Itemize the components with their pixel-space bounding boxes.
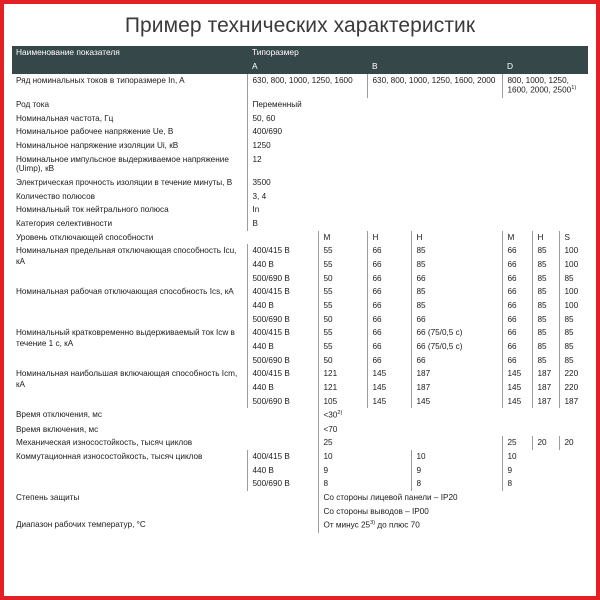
- table-row: [12, 217, 588, 231]
- cell-icw-voltage-1: 440 В: [248, 340, 319, 354]
- cell-icu-voltage-0: 400/415 В: [248, 244, 319, 258]
- cell-ics-2-2: 66: [412, 313, 503, 327]
- cell-icm-voltage-0: 400/415 В: [248, 367, 319, 381]
- cell-ics-2-5: 85: [560, 313, 588, 327]
- cell-icu-0-2: 85: [412, 244, 503, 258]
- cell-icm-voltage-1: 440 В: [248, 381, 319, 395]
- cell-switch-voltage-1: 440 В: [248, 464, 319, 478]
- cell-icu-0-3: 66: [503, 244, 533, 258]
- row-label-current-type: Род тока: [15, 99, 50, 109]
- table-row: [12, 74, 588, 98]
- cell-icm-0-3: 145: [503, 367, 533, 381]
- cell-mech-durability-d-1: 20: [533, 436, 560, 450]
- table-row: [12, 153, 588, 176]
- cell-rated-currents-d: 800, 1000, 1250, 1600, 2000, 2500$^{1)}$: [503, 74, 588, 98]
- cell-icu-voltage-1: 440 В: [248, 258, 319, 272]
- row-label-protection-degree: Степень защиты: [15, 493, 80, 503]
- table-row: [12, 176, 588, 190]
- header-size-b: B: [368, 60, 503, 74]
- cell-ics-1-1: 66: [368, 299, 412, 313]
- cell-breaking-level-4: H: [533, 231, 560, 245]
- cell-switch-1-d: 9: [503, 464, 588, 478]
- cell-icw-0-0: 55: [319, 326, 368, 340]
- cell-breaking-level-3: M: [503, 231, 533, 245]
- cell-ics-0-0: 55: [319, 285, 368, 299]
- table-row: [12, 436, 588, 450]
- cell-icm-2-5: 187: [560, 395, 588, 409]
- cell-icu-2-4: 85: [533, 272, 560, 286]
- cell-icu-1-3: 66: [503, 258, 533, 272]
- cell-frequency: 50, 60: [248, 112, 588, 126]
- cell-ics-2-1: 66: [368, 313, 412, 327]
- page-title: Пример технических характеристик: [124, 14, 476, 37]
- table-row: [12, 285, 588, 299]
- table-row: [12, 491, 588, 505]
- row-label-dielectric-strength: Электрическая прочность изоляции в течение минуты, В: [15, 177, 233, 187]
- cell-icm-1-4: 187: [533, 381, 560, 395]
- cell-icu-2-5: 85: [560, 272, 588, 286]
- cell-icw-2-4: 85: [533, 354, 560, 368]
- cell-icw-2-5: 85: [560, 354, 588, 368]
- header-parameter-label: Наименование показателя: [12, 46, 248, 60]
- cell-icu-voltage-2: 500/690 В: [248, 272, 319, 286]
- cell-ics-1-3: 66: [503, 299, 533, 313]
- cell-neutral-current: In: [248, 203, 588, 217]
- cell-icw-0-4: 85: [533, 326, 560, 340]
- cell-icu-0-0: 55: [319, 244, 368, 258]
- table-row: [12, 423, 588, 437]
- row-label-frequency: Номинальная частота, Гц: [15, 113, 114, 123]
- cell-icm-1-3: 145: [503, 381, 533, 395]
- cell-ics-2-3: 66: [503, 313, 533, 327]
- cell-icw-0-1: 66: [368, 326, 412, 340]
- cell-mech-durability-ab: 25: [319, 436, 503, 450]
- cell-icw-1-2: 66 (75/0,5 с): [412, 340, 503, 354]
- header-group-label: Типоразмер: [248, 46, 588, 60]
- table-header-sizes: [12, 60, 588, 74]
- cell-breaking-level-2: H: [412, 231, 503, 245]
- row-label-impulse-voltage: Номинальное импульсное выдерживаемое напряжение (Uimp), кВ: [15, 154, 229, 174]
- cell-ics-1-4: 85: [533, 299, 560, 313]
- cell-ics-2-0: 50: [319, 313, 368, 327]
- cell-icu-2-2: 66: [412, 272, 503, 286]
- cell-icu-0-1: 66: [368, 244, 412, 258]
- cell-icu-2-1: 66: [368, 272, 412, 286]
- cell-icw-0-2: 66 (75/0,5 с): [412, 326, 503, 340]
- cell-icu-0-5: 100: [560, 244, 588, 258]
- cell-switch-2-a: 8: [319, 477, 412, 491]
- row-label-temperature-range: Диапазон рабочих температур, °С: [15, 520, 146, 530]
- header-spacer: [12, 60, 248, 74]
- cell-icw-2-0: 50: [319, 354, 368, 368]
- table-row: [12, 367, 588, 381]
- row-label-insulation-voltage: Номинальное напряжение изоляции Ui, кВ: [15, 140, 179, 150]
- specifications-table: [12, 46, 588, 533]
- cell-insulation-voltage: 1250: [248, 139, 588, 153]
- cell-icm-0-2: 187: [412, 367, 503, 381]
- table-row: [12, 112, 588, 126]
- table-row: [12, 125, 588, 139]
- cell-icw-2-3: 66: [503, 354, 533, 368]
- cell-icw-1-4: 85: [533, 340, 560, 354]
- row-label-make-time: Время включения, мс: [15, 424, 99, 434]
- cell-switch-0-a: 10: [319, 450, 412, 464]
- row-label-mech-durability: Механическая износостойкость, тысяч циклов: [15, 438, 193, 448]
- cell-icw-2-1: 66: [368, 354, 412, 368]
- row-label-icm: Номинальная наибольшая включающая способность Icm, кА: [15, 369, 238, 389]
- cell-breaking-level-0: M: [319, 231, 368, 245]
- table-row: [12, 190, 588, 204]
- footnote-marker-2: 2): [337, 410, 343, 417]
- table-row: [12, 450, 588, 464]
- cell-icm-2-1: 145: [368, 395, 412, 409]
- cell-icm-voltage-2: 500/690 В: [248, 395, 319, 409]
- cell-current-type: Переменный: [248, 98, 588, 112]
- cell-icu-1-2: 85: [412, 258, 503, 272]
- cell-icm-0-5: 220: [560, 367, 588, 381]
- cell-mech-durability-d-0: 25: [503, 436, 533, 450]
- cell-breaking-level-5: S: [560, 231, 588, 245]
- cell-switch-1-a: 9: [319, 464, 412, 478]
- cell-icm-1-1: 145: [368, 381, 412, 395]
- table-row: [12, 139, 588, 153]
- cell-icu-1-1: 66: [368, 258, 412, 272]
- table-row: [12, 326, 588, 340]
- cell-rated-currents-b: 630, 800, 1000, 1250, 1600, 2000: [368, 74, 503, 98]
- table-row: [12, 231, 588, 245]
- cell-icu-1-5: 100: [560, 258, 588, 272]
- row-label-neutral-current: Номинальный ток нейтрального полюса: [15, 205, 169, 215]
- row-label-poles: Количество полюсов: [15, 191, 96, 201]
- cell-switch-voltage-0: 400/415 В: [248, 450, 319, 464]
- cell-impulse-voltage: 12: [248, 153, 588, 176]
- header-size-a: A: [248, 60, 368, 74]
- cell-selectivity: B: [248, 217, 588, 231]
- cell-icu-0-4: 85: [533, 244, 560, 258]
- row-label-working-voltage: Номинальное рабочее напряжение Ue, В: [15, 127, 174, 137]
- cell-icm-2-0: 105: [319, 395, 368, 409]
- row-label-icu: Номинальная предельная отключающая способность Icu, кА: [15, 246, 237, 266]
- cell-ics-1-2: 85: [412, 299, 503, 313]
- cell-icm-0-4: 187: [533, 367, 560, 381]
- cell-icw-voltage-2: 500/690 В: [248, 354, 319, 368]
- cell-icm-2-3: 145: [503, 395, 533, 409]
- cell-icm-1-0: 121: [319, 381, 368, 395]
- cell-ics-2-4: 85: [533, 313, 560, 327]
- cell-poles: 3, 4: [248, 190, 588, 204]
- row-label-icw: Номинальный кратковременно выдерживаемый ток Icw в течение 1 с, кА: [15, 328, 235, 348]
- table-row: [12, 98, 588, 112]
- cell-ics-0-3: 66: [503, 285, 533, 299]
- cell-rated-currents-a: 630, 800, 1000, 1250, 1600: [248, 74, 368, 98]
- table-row: [12, 244, 588, 258]
- cell-protection-terminals: Со стороны выводов – IP00: [319, 505, 588, 519]
- row-label-switch-durability: Коммутационная износостойкость, тысяч циклов: [15, 452, 203, 462]
- cell-breaking-level-1: H: [368, 231, 412, 245]
- cell-icw-1-5: 85: [560, 340, 588, 354]
- cell-icu-2-3: 66: [503, 272, 533, 286]
- cell-temperature-range: От минус 25$^{3)}$ до плюс 70: [319, 518, 588, 532]
- cell-icw-1-3: 66: [503, 340, 533, 354]
- cell-ics-0-2: 85: [412, 285, 503, 299]
- cell-break-time: $<30^{2)}$: [319, 408, 588, 422]
- cell-ics-voltage-1: 440 В: [248, 299, 319, 313]
- cell-switch-0-d: 10: [503, 450, 588, 464]
- cell-icu-2-0: 50: [319, 272, 368, 286]
- cell-ics-voltage-0: 400/415 В: [248, 285, 319, 299]
- row-label-rated-currents: Ряд номинальных токов в типоразмере In, A: [15, 75, 185, 85]
- footnote-marker-1: 1): [571, 85, 577, 92]
- cell-switch-1-b: 9: [412, 464, 503, 478]
- header-size-d: D: [503, 60, 588, 74]
- row-label-break-time: Время отключения, мс: [15, 410, 103, 420]
- row-label-selectivity: Категория селективности: [15, 218, 113, 228]
- cell-ics-1-0: 55: [319, 299, 368, 313]
- cell-ics-0-4: 85: [533, 285, 560, 299]
- cell-icm-1-2: 187: [412, 381, 503, 395]
- cell-icm-1-5: 220: [560, 381, 588, 395]
- cell-icw-0-3: 66: [503, 326, 533, 340]
- cell-dielectric-strength: 3500: [248, 176, 588, 190]
- footnote-marker-3: 3): [370, 520, 376, 527]
- cell-icm-0-0: 121: [319, 367, 368, 381]
- cell-protection-front: Со стороны лицевой панели – IP20: [319, 491, 588, 505]
- cell-icu-1-4: 85: [533, 258, 560, 272]
- cell-icm-2-4: 187: [533, 395, 560, 409]
- cell-ics-0-5: 100: [560, 285, 588, 299]
- row-label-ics: Номинальная рабочая отключающая способность Ics, кА: [15, 287, 234, 297]
- cell-mech-durability-d-2: 20: [560, 436, 588, 450]
- cell-icw-1-1: 66: [368, 340, 412, 354]
- table-row: [12, 203, 588, 217]
- cell-working-voltage: 400/690: [248, 125, 588, 139]
- cell-switch-2-d: 8: [503, 477, 588, 491]
- cell-icw-1-0: 55: [319, 340, 368, 354]
- cell-ics-1-5: 100: [560, 299, 588, 313]
- cell-switch-2-b: 8: [412, 477, 503, 491]
- cell-ics-0-1: 66: [368, 285, 412, 299]
- cell-switch-0-b: 10: [412, 450, 503, 464]
- cell-icm-2-2: 145: [412, 395, 503, 409]
- cell-icu-1-0: 55: [319, 258, 368, 272]
- cell-ics-voltage-2: 500/690 В: [248, 313, 319, 327]
- cell-icm-0-1: 145: [368, 367, 412, 381]
- cell-icw-0-5: 85: [560, 326, 588, 340]
- cell-switch-voltage-2: 500/690 В: [248, 477, 319, 491]
- cell-icw-2-2: 66: [412, 354, 503, 368]
- cell-make-time: <70: [319, 423, 588, 437]
- cell-icw-voltage-0: 400/415 В: [248, 326, 319, 340]
- table-row: [12, 408, 588, 422]
- table-row: [12, 518, 588, 532]
- table-header-top: [12, 46, 588, 60]
- row-label-breaking-level: Уровень отключающей способности: [15, 232, 154, 242]
